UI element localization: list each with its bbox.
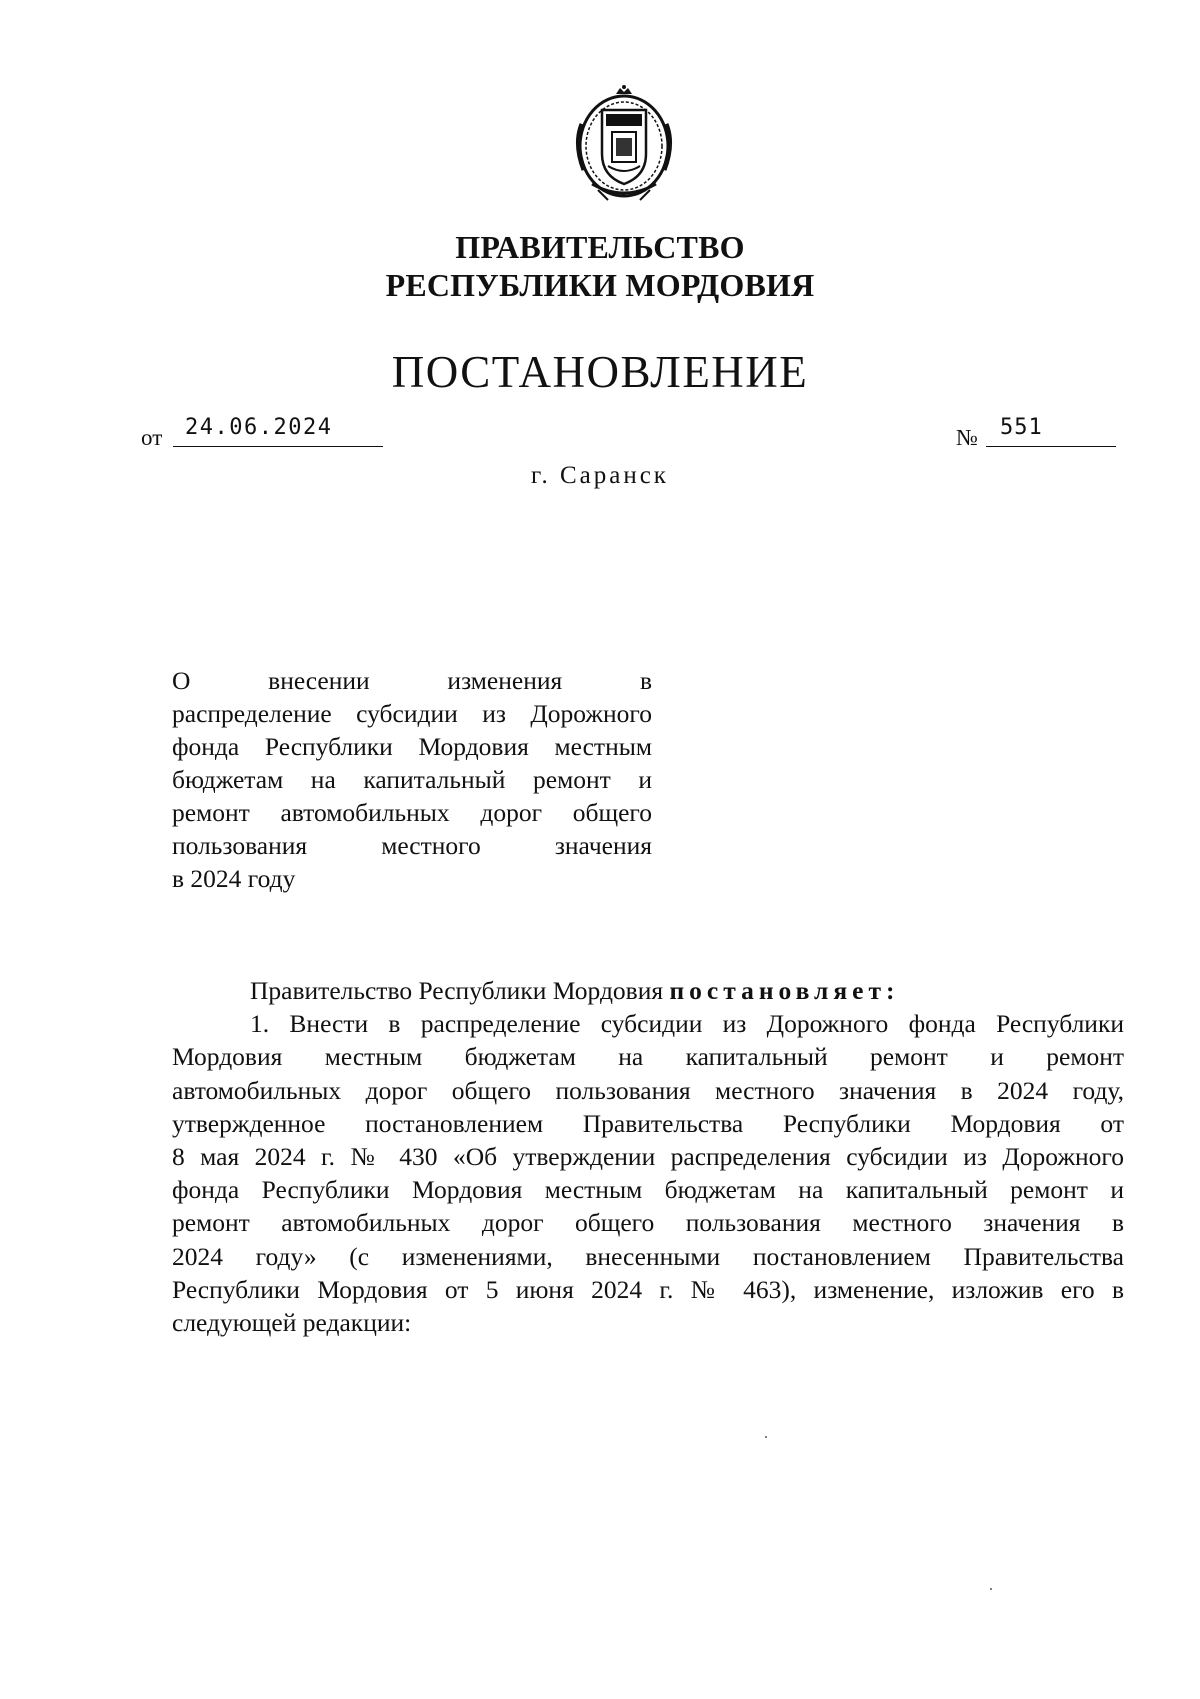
date-prefix: от (141, 425, 163, 450)
preamble-emphasis: постановляет: (669, 976, 900, 1005)
subject-line: ремонт автомобильных дорог общего (172, 798, 652, 827)
document-date: 24.06.2024 (173, 415, 383, 447)
paragraph-line: утвержденное постановлением Правительства Республики Мордовия от (172, 1108, 1124, 1138)
government-title-line1: ПРАВИТЕЛЬСТВО (455, 229, 745, 265)
subject-line: пользования местного значения (172, 831, 653, 860)
paragraph-line: 1. Внести в распределение субсидии из Дорожного фонда Республики (250, 1009, 1124, 1039)
mordovia-coat-of-arms-icon (568, 84, 680, 204)
scan-speck (990, 1588, 992, 1590)
document-subject (172, 664, 652, 895)
document-type-title: ПОСТАНОВЛЕНИЕ (391, 347, 809, 397)
subject-line: распределение субсидии из Дорожного (172, 699, 652, 728)
subject-line: бюджетам на капитальный ремонт и (172, 765, 652, 794)
subject-line: О внесении изменения в (172, 666, 653, 695)
subject-line: фонда Республики Мордовия местным (172, 732, 652, 761)
paragraph-line: следующей редакции: (172, 1308, 412, 1338)
scan-speck (765, 1436, 767, 1438)
paragraph-line: Республики Мордовия от 5 июня 2024 г. № 463), изменение, изложив его в (172, 1274, 1124, 1304)
document-body (172, 974, 1124, 1339)
paragraph-line: 2024 году» (с изменениями, внесенными постановлением Правительства (172, 1241, 1124, 1271)
document-number: 551 (986, 415, 1116, 447)
paragraph-line: ремонт автомобильных дорог общего пользования местного значения в (172, 1208, 1124, 1238)
subject-line: в 2024 году (172, 864, 296, 893)
city-name: г. Саранск (531, 462, 669, 489)
paragraph-line: Мордовия местным бюджетам на капитальный ремонт и ремонт (172, 1042, 1124, 1072)
number-prefix: № (956, 425, 978, 450)
paragraph-line: фонда Республики Мордовия местным бюджетам на капитальный ремонт и (172, 1175, 1124, 1205)
government-title-line2: РЕСПУБЛИКИ МОРДОВИЯ (385, 267, 815, 303)
paragraph-line: автомобильных дорог общего пользования местного значения в 2024 году, (172, 1075, 1124, 1105)
preamble: Правительство Республики Мордовия постановляет: (250, 976, 900, 1005)
paragraph-line: 8 мая 2024 г. № 430 «Об утверждении распределения субсидии из Дорожного (172, 1142, 1124, 1172)
